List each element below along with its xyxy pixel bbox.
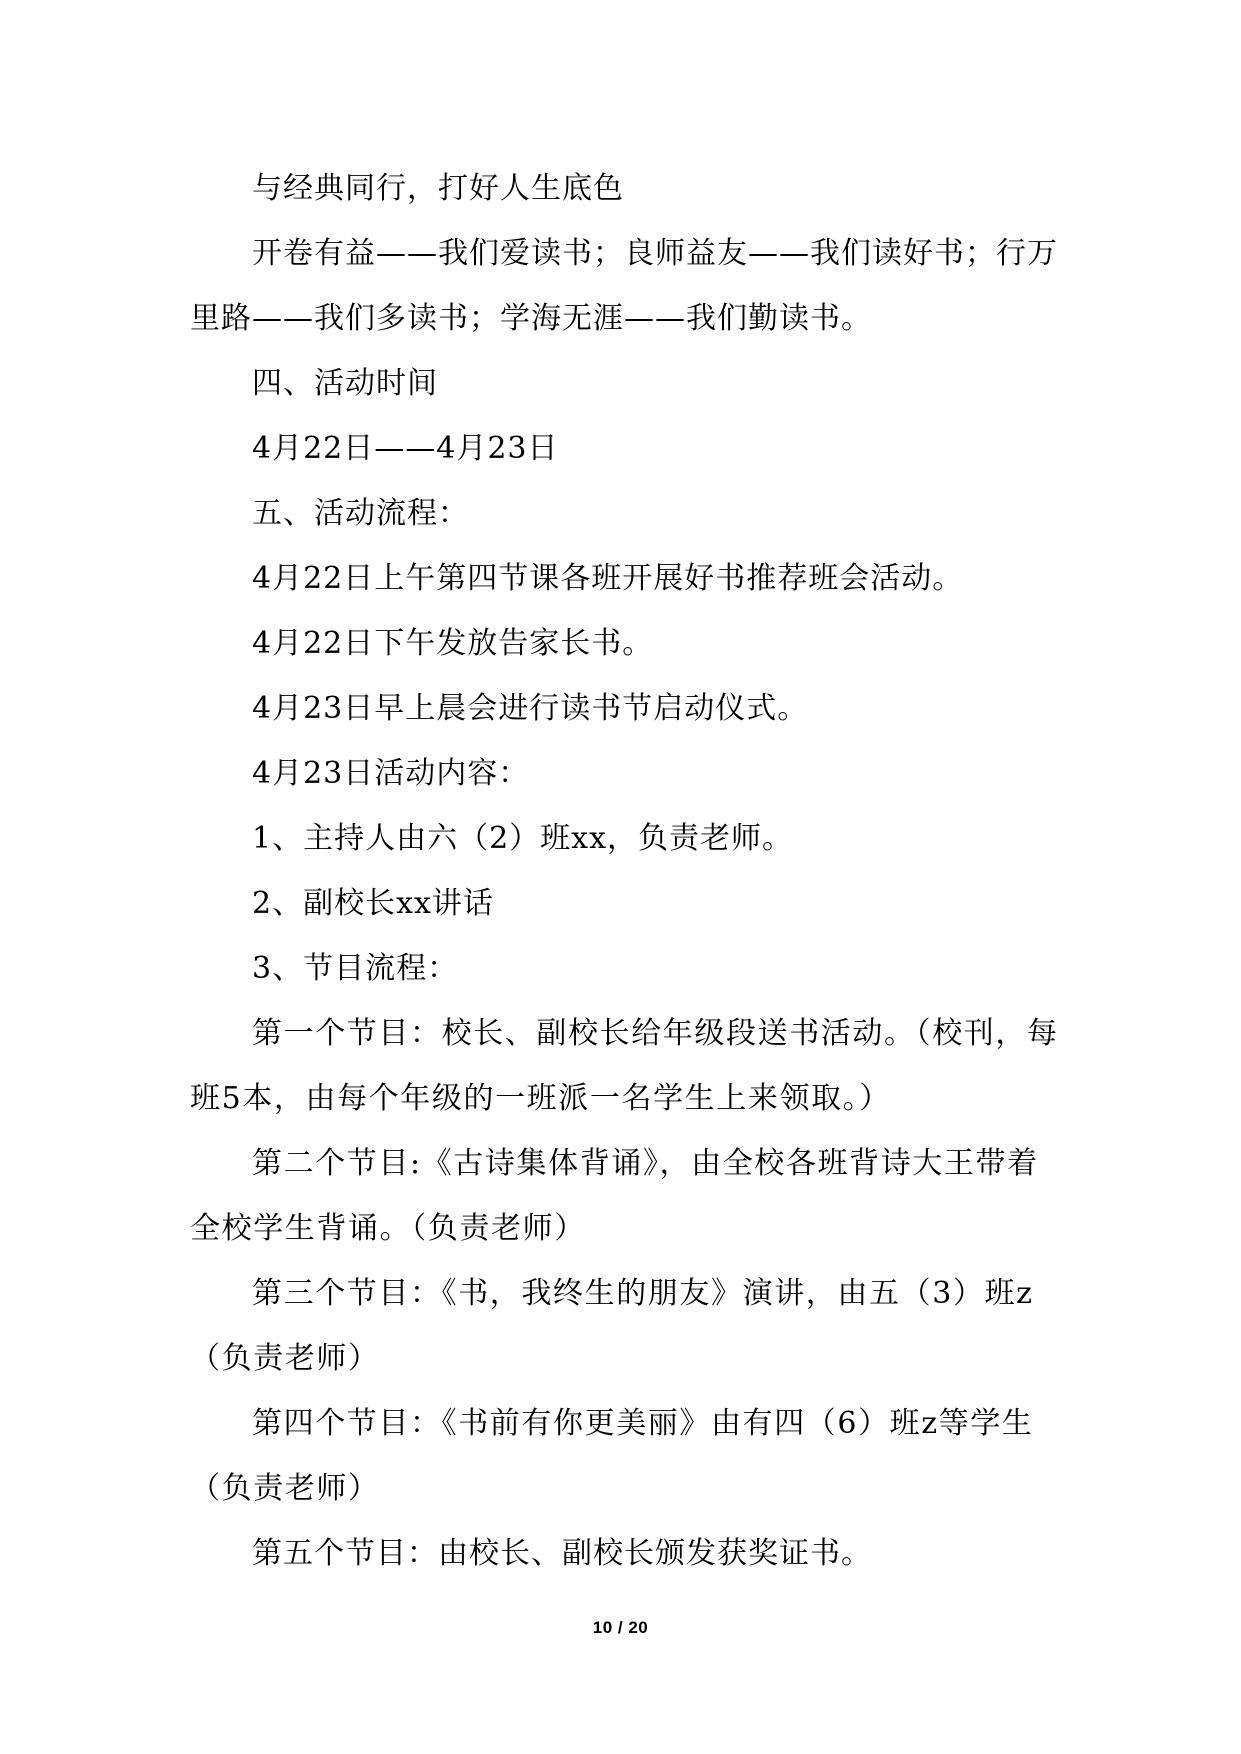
program-item-2: 第二个节目:《古诗集体背诵》，由全校各班背诗大王带着全校学生背诵。（负责老师） (190, 1146, 1039, 1246)
paragraph-activity-dates: 4月22日——4月23日 (252, 431, 559, 466)
program-item-4: 第四个节目：《书前有你更美丽》由有四（6）班z等学生（负责老师） (190, 1406, 1034, 1506)
paragraph-apr22-morning: 4月22日上午第四节课各班开展好书推荐班会活动。 (252, 561, 964, 596)
paragraph-slogans: 开卷有益——我们爱读书；良师益友——我们读好书；行万里路——我们多读书；学海无涯——我们勤读书。 (190, 236, 1058, 336)
list-item-program-flow: 3、节目流程： (252, 951, 459, 986)
program-item-1: 第一个节目：校长、副校长给年级段送书活动。（校刊，每班5本，由每个年级的一班派一名学生上来领取。） (190, 1016, 1059, 1116)
document-body (190, 156, 1060, 1586)
program-item-3: 第三个节目：《书，我终生的朋友》演讲，由五（3）班z（负责老师） (190, 1276, 1034, 1376)
paragraph-apr23-content: 4月23日活动内容： (252, 756, 530, 791)
program-item-5: 第五个节目：由校长、副校长颁发获奖证书。 (252, 1536, 872, 1571)
heading-activity-process: 五、活动流程： (252, 496, 469, 531)
list-item-host: 1、主持人由六（2）班xx，负责老师。 (252, 821, 794, 856)
page-number: 10 / 20 (592, 1618, 649, 1637)
paragraph-apr22-afternoon: 4月22日下午发放告家长书。 (252, 626, 654, 661)
list-item-speech: 2、副校长xx讲话 (252, 886, 494, 921)
heading-activity-time: 四、活动时间 (252, 366, 438, 401)
paragraph-theme-line: 与经典同行，打好人生底色 (252, 171, 624, 206)
paragraph-apr23-morning: 4月23日早上晨会进行读书节启动仪式。 (252, 691, 809, 726)
